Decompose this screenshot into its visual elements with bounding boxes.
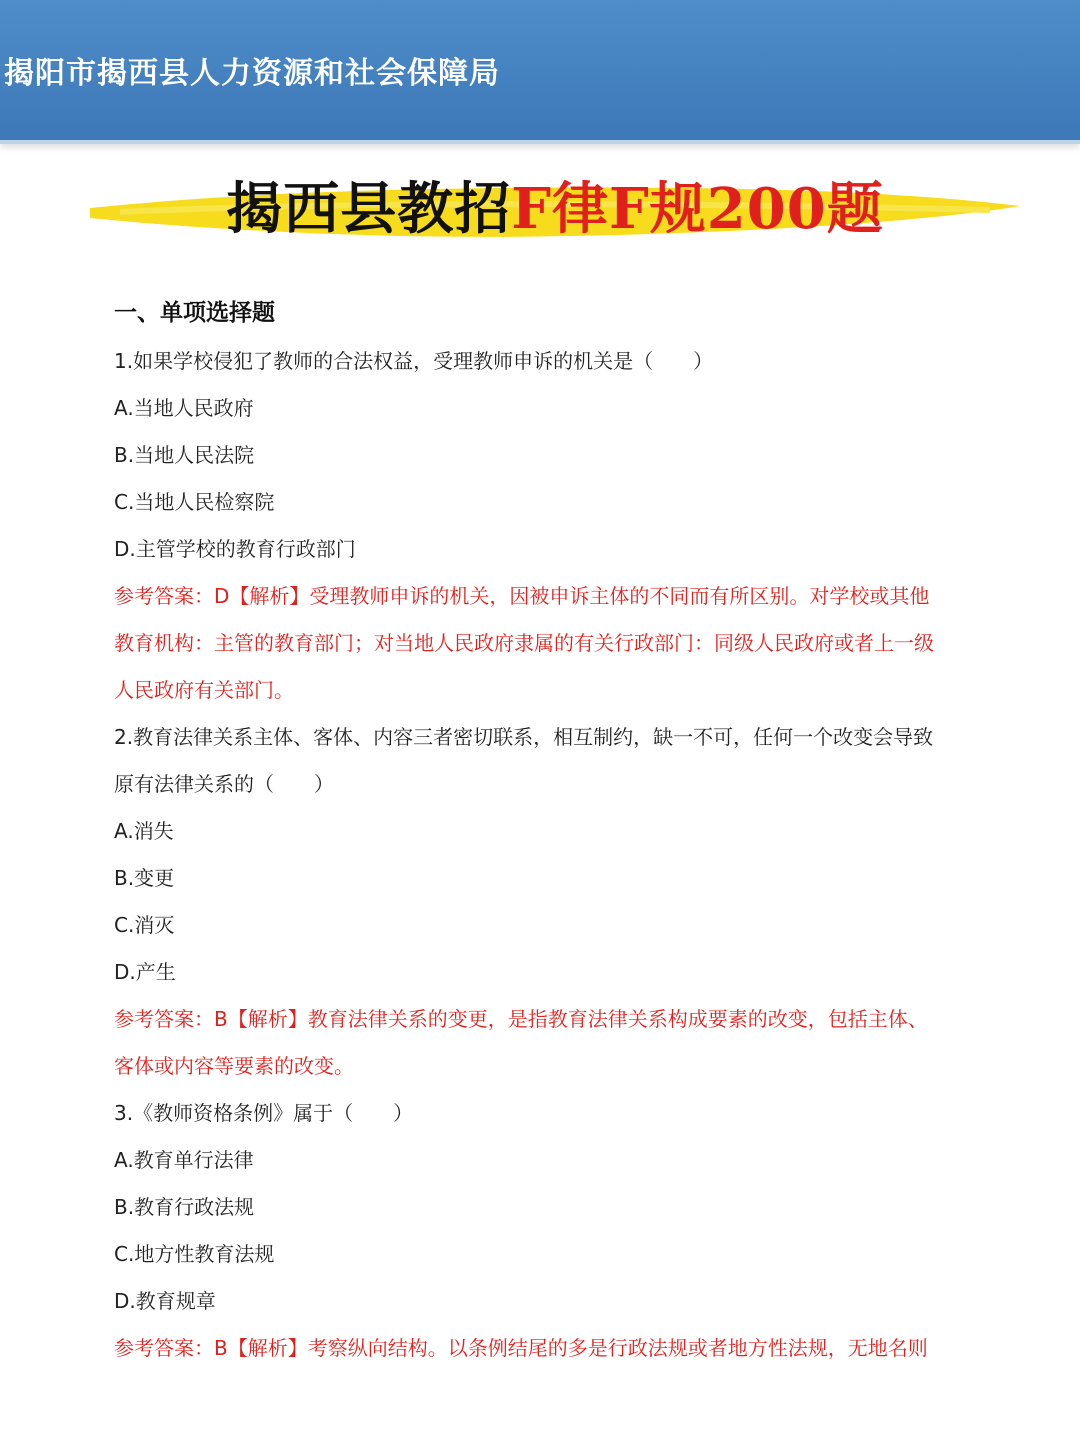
- option-a: A.教育单行法律: [114, 1148, 254, 1172]
- option-b: B.变更: [114, 866, 175, 890]
- option-b: B.当地人民法院: [114, 443, 255, 467]
- question-stem: 原有法律关系的（ ）: [114, 772, 334, 796]
- answer-explanation: 客体或内容等要素的改变。: [114, 1054, 354, 1078]
- banner-title: [90, 160, 1020, 250]
- question-3: [114, 1090, 1014, 1372]
- header-title: 揭阳市揭西县人力资源和社会保障局: [4, 56, 500, 91]
- option-c: C.地方性教育法规: [114, 1242, 275, 1266]
- option-a: A.消失: [114, 819, 174, 843]
- option-d: D.产生: [114, 960, 176, 984]
- option-c: C.消灭: [114, 913, 175, 937]
- answer-explanation: 人民政府有关部门。: [114, 678, 294, 702]
- question-stem: 1.如果学校侵犯了教师的合法权益，受理教师申诉的机关是（ ）: [114, 349, 714, 373]
- question-stem: 3.《教师资格条例》属于（ ）: [114, 1101, 414, 1125]
- option-c: C.当地人民检察院: [114, 490, 275, 514]
- option-d: D.主管学校的教育行政部门: [114, 537, 356, 561]
- banner-title-red: F律F规200题: [511, 176, 884, 242]
- question-stem: 2.教育法律关系主体、客体、内容三者密切联系，相互制约，缺一不可，任何一个改变会导致: [114, 725, 934, 749]
- header-bar: [0, 0, 1080, 144]
- answer-explanation: 参考答案：D【解析】受理教师申诉的机关，因被申诉主体的不同而有所区别。对学校或其他: [114, 584, 930, 608]
- answer-explanation: 教育机构：主管的教育部门；对当地人民政府隶属的有关行政部门：同级人民政府或者上一级: [114, 631, 934, 655]
- question-content: [114, 290, 1014, 1372]
- banner-title-black: 揭西县教招: [226, 176, 512, 242]
- question-1: [114, 338, 1014, 714]
- option-d: D.教育规章: [114, 1289, 216, 1313]
- section-title: 一、单项选择题: [114, 300, 275, 326]
- question-2: [114, 714, 1014, 1090]
- option-a: A.当地人民政府: [114, 396, 254, 420]
- answer-explanation: 参考答案：B【解析】考察纵向结构。以条例结尾的多是行政法规或者地方性法规，无地名则: [114, 1336, 928, 1360]
- answer-explanation: 参考答案：B【解析】教育法律关系的变更，是指教育法律关系构成要素的改变，包括主体、: [114, 1007, 928, 1031]
- option-b: B.教育行政法规: [114, 1195, 255, 1219]
- title-banner: [90, 160, 1020, 250]
